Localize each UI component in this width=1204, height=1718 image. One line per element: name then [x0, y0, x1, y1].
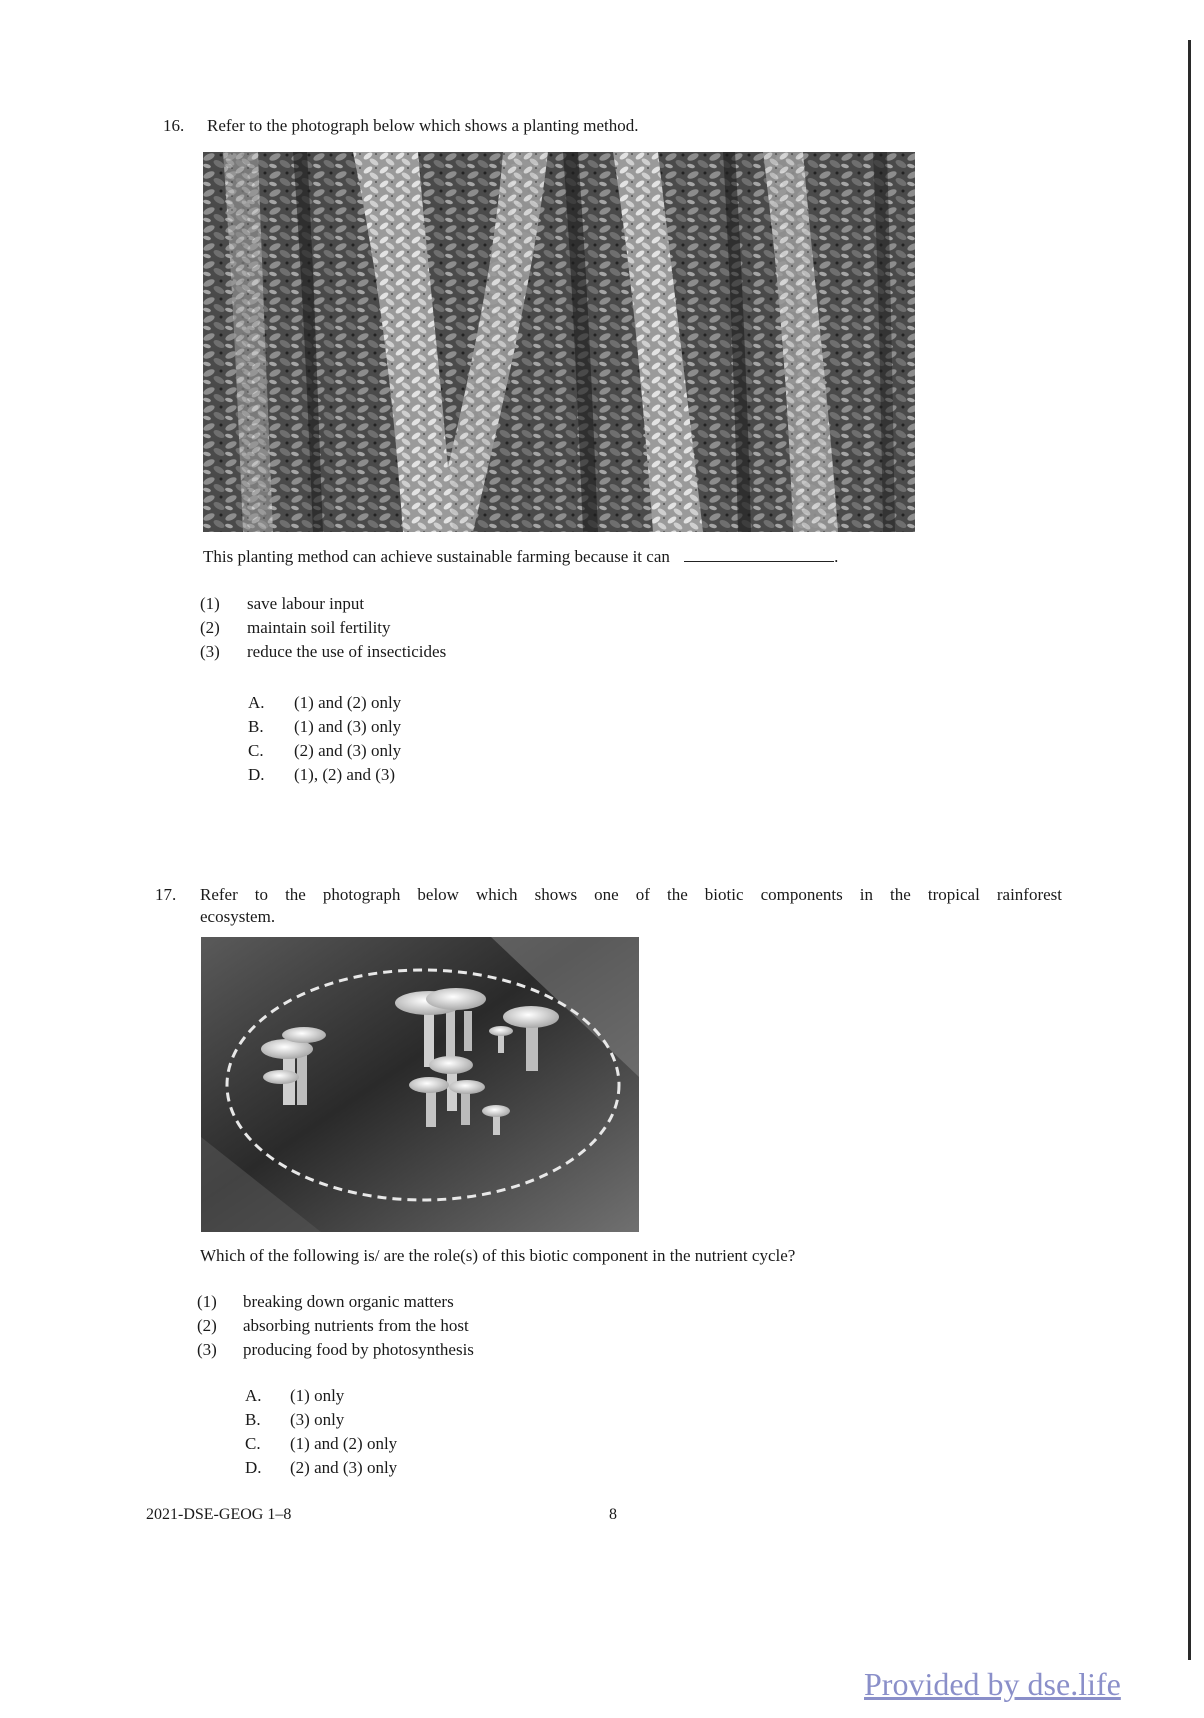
option-letter: A. [245, 1386, 262, 1405]
statement-number: (1) [200, 594, 220, 613]
option-letter: B. [245, 1410, 261, 1429]
option-text: (2) and (3) only [290, 1458, 398, 1477]
stem-end: . [834, 547, 839, 566]
question-prompt: Refer to the photograph below which shows a planting method. [207, 116, 639, 135]
statement-text: breaking down organic matters [243, 1292, 454, 1311]
statement-text: maintain soil fertility [247, 618, 391, 637]
question-prompt-line1: Refer to the photograph below which shows one of the biotic components in the tropical rainforest [200, 885, 1062, 904]
footer-page-number: 8 [609, 1506, 617, 1523]
option-text: (3) only [290, 1410, 345, 1429]
option-letter: D. [245, 1458, 262, 1477]
option-letter: C. [245, 1434, 261, 1453]
footer-exam-code: 2021-DSE-GEOG 1–8 [146, 1506, 292, 1523]
option-text: (1) and (2) only [294, 693, 402, 712]
statement-number: (2) [200, 618, 220, 637]
stem-text: This planting method can achieve sustainable farming because it can [203, 547, 670, 566]
option-text: (2) and (3) only [294, 741, 402, 760]
statement-number: (1) [197, 1292, 217, 1311]
fungi-photo [201, 937, 639, 1232]
statement-text: producing food by photosynthesis [243, 1340, 474, 1359]
question-number: 16. [163, 116, 185, 135]
statement-text: reduce the use of insecticides [247, 642, 447, 661]
scan-edge-line [1188, 40, 1191, 1660]
watermark-link[interactable]: Provided by dse.life [864, 1666, 1121, 1702]
option-text: (1), (2) and (3) [294, 765, 396, 784]
question-prompt-line2: ecosystem. [200, 907, 276, 926]
option-letter: C. [248, 741, 264, 760]
fungi-photo-image [201, 937, 639, 1232]
statement-number: (3) [197, 1340, 217, 1359]
option-letter: A. [248, 693, 265, 712]
question-stem: Which of the following is/ are the role(s) of this biotic component in the nutrient cycle? [200, 1246, 796, 1265]
statement-number: (3) [200, 642, 220, 661]
question-number: 17. [155, 885, 177, 904]
option-letter: B. [248, 717, 264, 736]
answer-blank [684, 547, 834, 562]
option-text: (1) only [290, 1386, 345, 1405]
statement-text: save labour input [247, 594, 365, 613]
statement-text: absorbing nutrients from the host [243, 1316, 469, 1335]
planting-photo-image [203, 152, 915, 532]
question-stem [203, 546, 838, 568]
option-text: (1) and (3) only [294, 717, 402, 736]
option-text: (1) and (2) only [290, 1434, 398, 1453]
statement-number: (2) [197, 1316, 217, 1335]
planting-photo [203, 152, 915, 532]
option-letter: D. [248, 765, 265, 784]
